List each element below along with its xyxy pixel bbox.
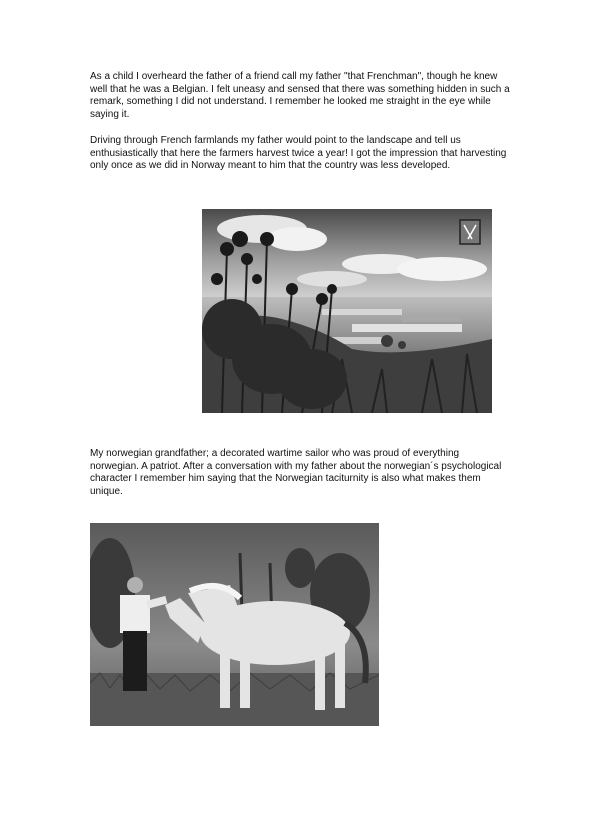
stamp-icon [460,220,480,244]
paragraph-frenchman: As a child I overheard the father of a friend call my father "that Frenchman", though he knew well that he was a Belgian. I felt uneasy and sensed that there was something hidden in such a remark, something I did not understand. I remember he looked me straight in the eye while saying it. [90,71,510,120]
landscape-photo [202,209,492,413]
paragraph-grandfather: My norwegian grandfather; a decorated wartime sailor who was proud of everything norwegian. A patriot. After a conversation with my father about the norwegian´s psychological character I remember him saying that the Norwegian taciturnity is also what makes them unique. [90,448,502,497]
paragraph-french-farmlands: Driving through French farmlands my father would point to the landscape and tell us enthusiastically that here the farmers harvest twice a year! I got the impression that harvesting only once as we did in Norway meant to him that the country was less developed. [90,135,507,171]
horse-photo [90,523,379,726]
